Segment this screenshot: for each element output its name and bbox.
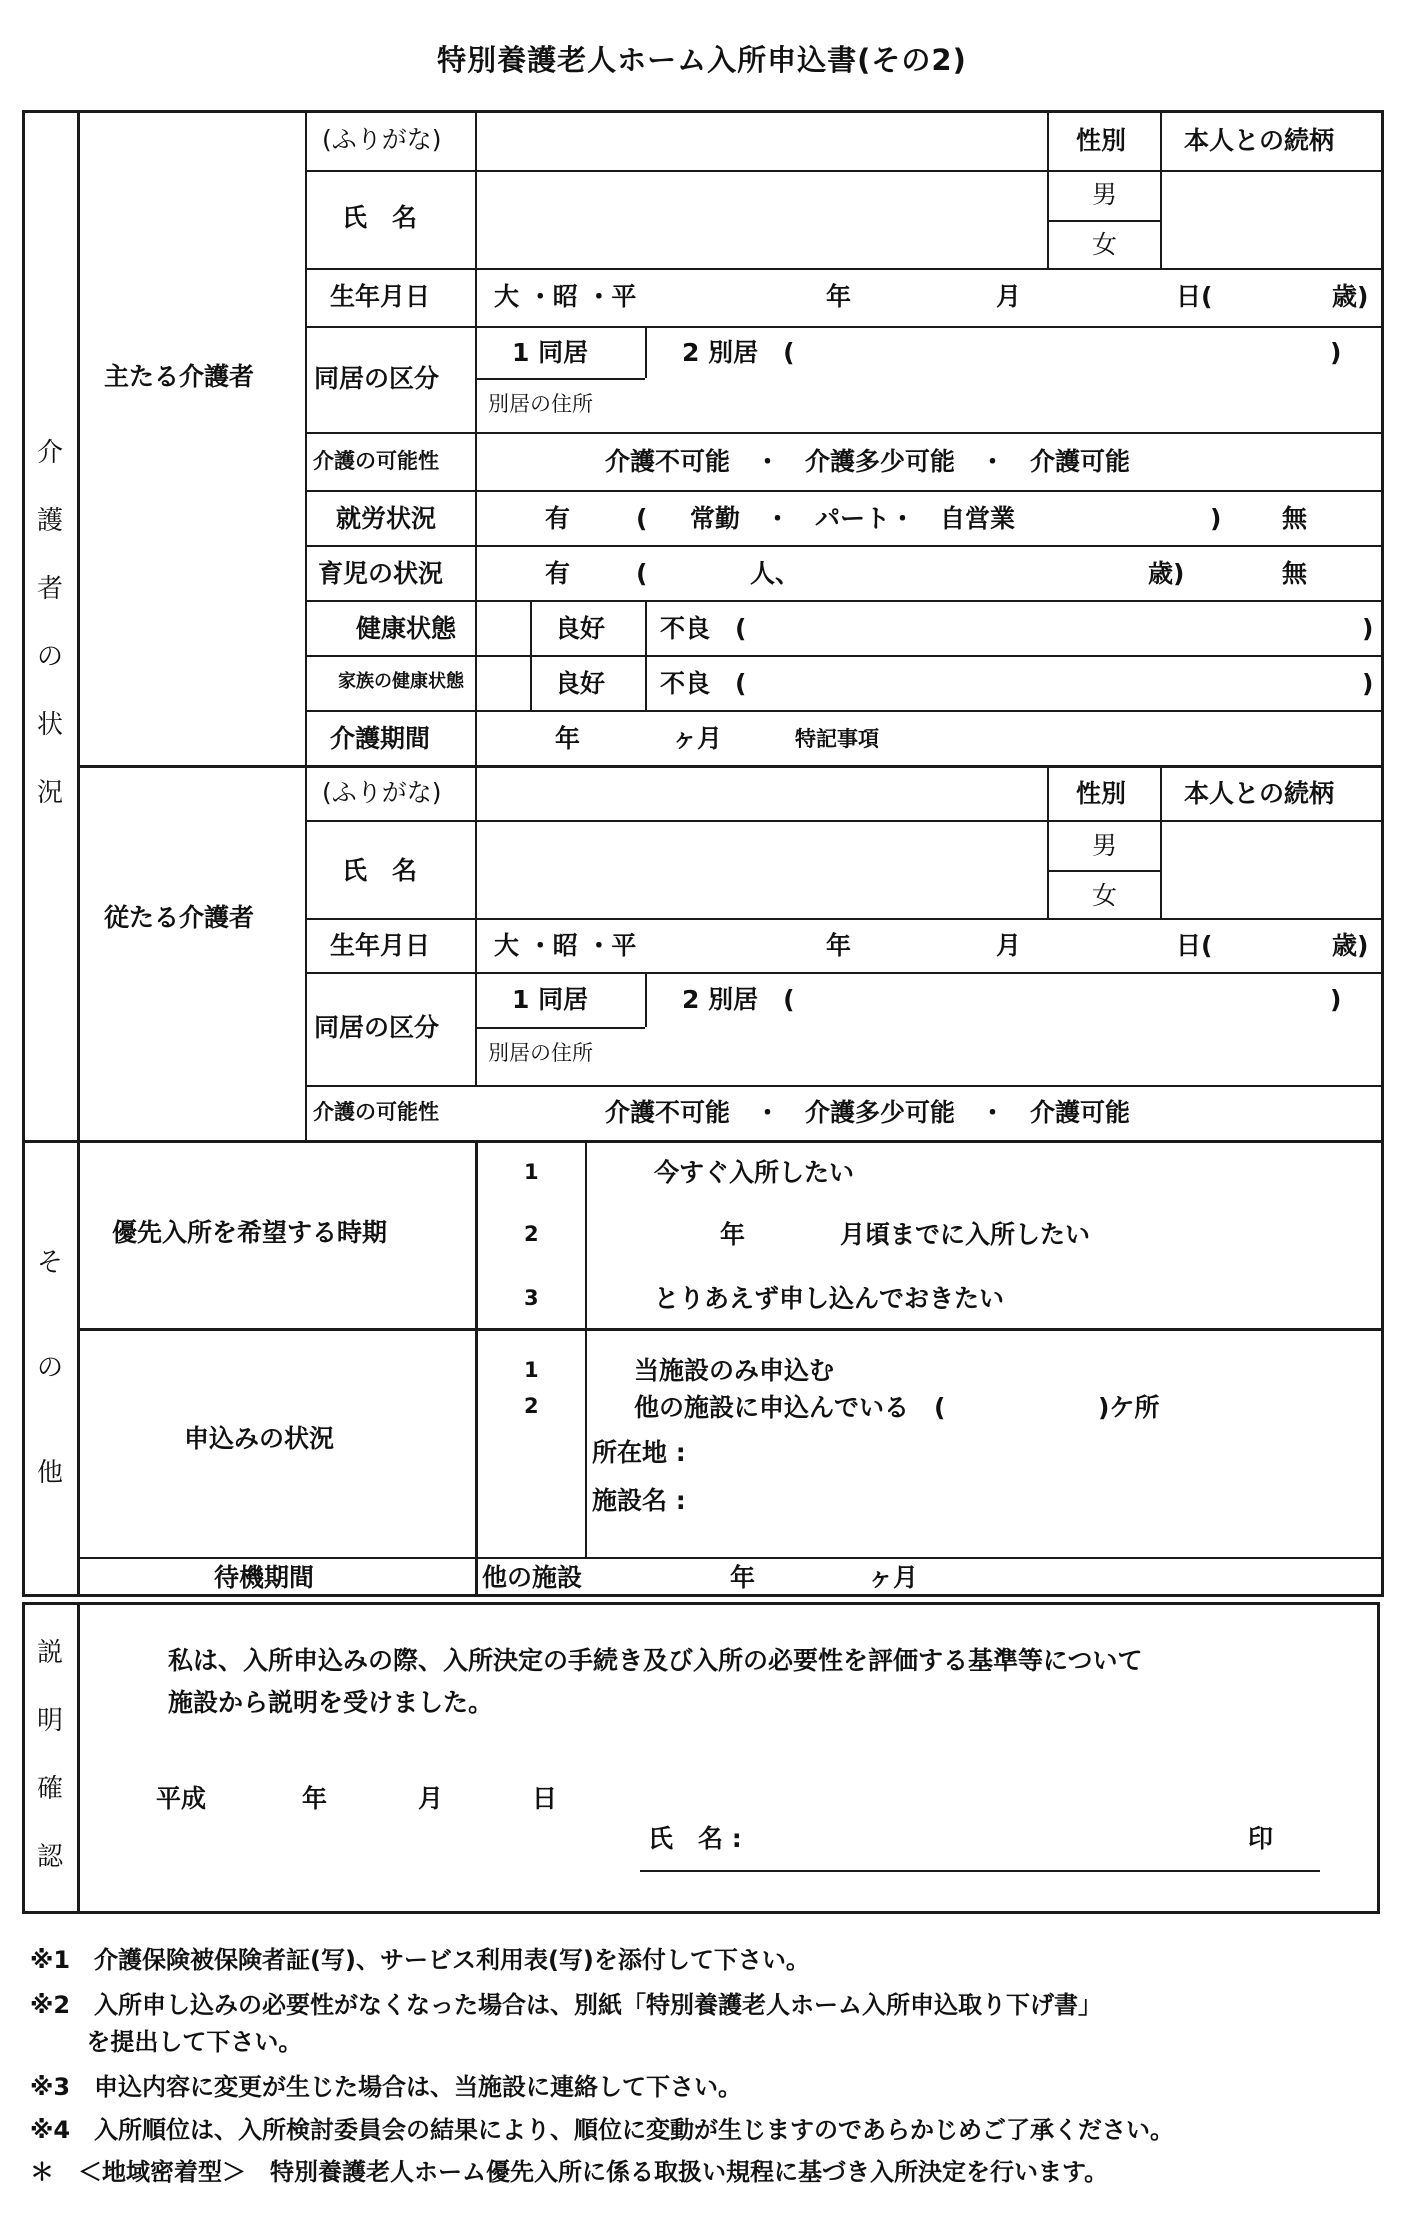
primary-caregiver-label: 主たる介護者 <box>104 362 255 391</box>
priority-num-1: 1 <box>524 1160 539 1184</box>
primary-work-close: ) <box>1210 504 1222 533</box>
secondary-cohab-1[interactable]: 1 同居 <box>512 985 589 1014</box>
primary-family-health-good[interactable]: 良好 <box>555 669 606 698</box>
confirm-name-label: 氏 名 : <box>648 1824 742 1853</box>
primary-work-paren: ( <box>636 504 648 533</box>
primary-family-health-bad[interactable]: 不良 ( <box>660 669 747 698</box>
primary-cohab-label: 同居の区分 <box>314 364 440 393</box>
secondary-birth-month: 月 <box>996 931 1022 960</box>
primary-notes-label: 特記事項 <box>795 727 879 751</box>
primary-family-health-label: 家族の健康状態 <box>338 671 464 692</box>
confirm-era: 平成 <box>156 1784 207 1813</box>
waiting-other: 他の施設 <box>482 1563 583 1592</box>
primary-cohab-close: ) <box>1330 338 1342 367</box>
primary-work-options[interactable]: 常勤 ・ パート・ 自営業 <box>690 504 1016 533</box>
primary-health-good[interactable]: 良好 <box>555 614 606 643</box>
secondary-furigana-label: (ふりがな) <box>322 778 442 807</box>
primary-period-year: 年 <box>555 724 581 753</box>
primary-furigana-label: (ふりがな) <box>322 125 442 154</box>
primary-address-label: 別居の住所 <box>488 392 593 416</box>
primary-work-label: 就労状況 <box>336 504 437 533</box>
signature-line[interactable] <box>640 1870 1320 1872</box>
priority-option-2-year: 年 <box>720 1220 746 1249</box>
status-label: 申込みの状況 <box>184 1424 335 1453</box>
primary-health-bad[interactable]: 不良 ( <box>660 614 747 643</box>
waiting-year: 年 <box>730 1563 756 1592</box>
primary-work-yes[interactable]: 有 <box>545 504 571 533</box>
primary-name-label: 氏 名 <box>342 203 418 232</box>
primary-child-yes[interactable]: 有 <box>545 559 571 588</box>
primary-cohab-1[interactable]: 1 同居 <box>512 338 589 367</box>
primary-male[interactable]: 男 <box>1092 180 1118 209</box>
primary-child-label: 育児の状況 <box>318 559 444 588</box>
secondary-sex-header: 性別 <box>1076 779 1127 808</box>
priority-option-1[interactable]: 今すぐ入所したい <box>654 1158 855 1187</box>
primary-birth-year: 年 <box>826 282 852 311</box>
status-option-1[interactable]: 当施設のみ申込む <box>634 1356 835 1385</box>
confirm-day: 日 <box>532 1784 558 1813</box>
section-label-setsumei: 説 明 確 認 <box>36 1638 63 1872</box>
note-4: ※4 入所順位は、入所検討委員会の結果により、順位に変動が生じますのであらかじめご了承ください。 <box>30 2116 1175 2144</box>
secondary-cohab-label: 同居の区分 <box>314 1013 440 1042</box>
note-2: ※2 入所申し込みの必要性がなくなった場合は、別紙「特別養護老人ホーム入所申込取り下げ書」 <box>30 1991 1103 2019</box>
primary-child-paren: ( <box>636 559 648 588</box>
confirm-text-line-1: 私は、入所申込みの際、入所決定の手続き及び入所の必要性を評価する基準等について <box>168 1646 1143 1675</box>
confirm-year: 年 <box>302 1784 328 1813</box>
priority-label: 優先入所を希望する時期 <box>112 1218 388 1247</box>
confirm-text-line-2: 施設から説明を受けました。 <box>168 1688 494 1717</box>
waiting-label: 待機期間 <box>214 1563 315 1592</box>
priority-option-3[interactable]: とりあえず申し込んでおきたい <box>654 1284 1005 1313</box>
note-3: ※3 申込内容に変更が生じた場合は、当施設に連絡して下さい。 <box>30 2073 743 2101</box>
secondary-birth-label: 生年月日 <box>330 931 431 960</box>
status-option-2-close: )ケ所 <box>1098 1393 1160 1422</box>
secondary-birth-year: 年 <box>826 931 852 960</box>
confirm-month: 月 <box>418 1784 444 1813</box>
priority-num-2: 2 <box>524 1222 539 1246</box>
secondary-birth-day: 日( <box>1176 931 1213 960</box>
page-title: 特別養護老人ホーム入所申込書(その2) <box>437 43 967 77</box>
status-facility: 施設名 : <box>592 1486 686 1515</box>
primary-possibility-label: 介護の可能性 <box>313 449 439 473</box>
primary-period-month: ヶ月 <box>672 724 723 753</box>
primary-possibility-options[interactable]: 介護不可能 ・ 介護多少可能 ・ 介護可能 <box>605 447 1131 476</box>
secondary-female[interactable]: 女 <box>1092 881 1118 910</box>
priority-num-3: 3 <box>524 1286 539 1310</box>
status-num-2: 2 <box>524 1394 539 1418</box>
primary-age: 歳) <box>1332 282 1369 311</box>
primary-health-close: ) <box>1362 614 1374 643</box>
primary-female[interactable]: 女 <box>1092 230 1118 259</box>
primary-birth-day: 日( <box>1176 282 1213 311</box>
confirm-seal: 印 <box>1248 1824 1274 1853</box>
priority-option-2[interactable]: 月頃までに入所したい <box>840 1220 1091 1249</box>
primary-family-health-close: ) <box>1362 669 1374 698</box>
secondary-caregiver-label: 従たる介護者 <box>104 903 255 932</box>
secondary-relation-header: 本人との続柄 <box>1184 779 1335 808</box>
waiting-month: ヶ月 <box>868 1563 919 1592</box>
status-location: 所在地 : <box>592 1438 686 1467</box>
secondary-male[interactable]: 男 <box>1092 831 1118 860</box>
primary-relation-header: 本人との続柄 <box>1184 126 1335 155</box>
secondary-cohab-close: ) <box>1330 985 1342 1014</box>
primary-birth-month: 月 <box>996 282 1022 311</box>
status-option-2[interactable]: 他の施設に申込んでいる ( <box>634 1393 946 1422</box>
note-1: ※1 介護保険被保険者証(写)、サービス利用表(写)を添付して下さい。 <box>30 1946 810 1974</box>
secondary-cohab-2[interactable]: 2 別居 ( <box>682 985 795 1014</box>
primary-birth-label: 生年月日 <box>330 282 431 311</box>
secondary-era[interactable]: 大 ・昭 ・平 <box>494 931 637 960</box>
secondary-name-label: 氏 名 <box>342 856 418 885</box>
primary-era[interactable]: 大 ・昭 ・平 <box>494 282 637 311</box>
primary-health-label: 健康状態 <box>356 614 457 643</box>
primary-cohab-2[interactable]: 2 別居 ( <box>682 338 795 367</box>
primary-child-age: 歳) <box>1148 559 1185 588</box>
primary-child-people: 人、 <box>750 559 801 588</box>
note-5: ＊ ＜地域密着型＞ 特別養護老人ホーム優先入所に係る取扱い規程に基づき入所決定を行います。 <box>30 2158 1109 2186</box>
status-num-1: 1 <box>524 1358 539 1382</box>
primary-sex-header: 性別 <box>1076 126 1127 155</box>
note-2-cont: を提出して下さい。 <box>30 2028 303 2056</box>
section-label-sonota: そ の 他 <box>36 1248 63 1488</box>
primary-work-no[interactable]: 無 <box>1282 504 1308 533</box>
primary-period-label: 介護期間 <box>330 724 431 753</box>
secondary-possibility-label: 介護の可能性 <box>313 1100 439 1124</box>
secondary-age: 歳) <box>1332 931 1369 960</box>
primary-child-no[interactable]: 無 <box>1282 559 1308 588</box>
secondary-possibility-options[interactable]: 介護不可能 ・ 介護多少可能 ・ 介護可能 <box>605 1098 1131 1127</box>
section-label-kaigosha: 介 護 者 の 状 況 <box>36 438 63 808</box>
secondary-address-label: 別居の住所 <box>488 1041 593 1065</box>
